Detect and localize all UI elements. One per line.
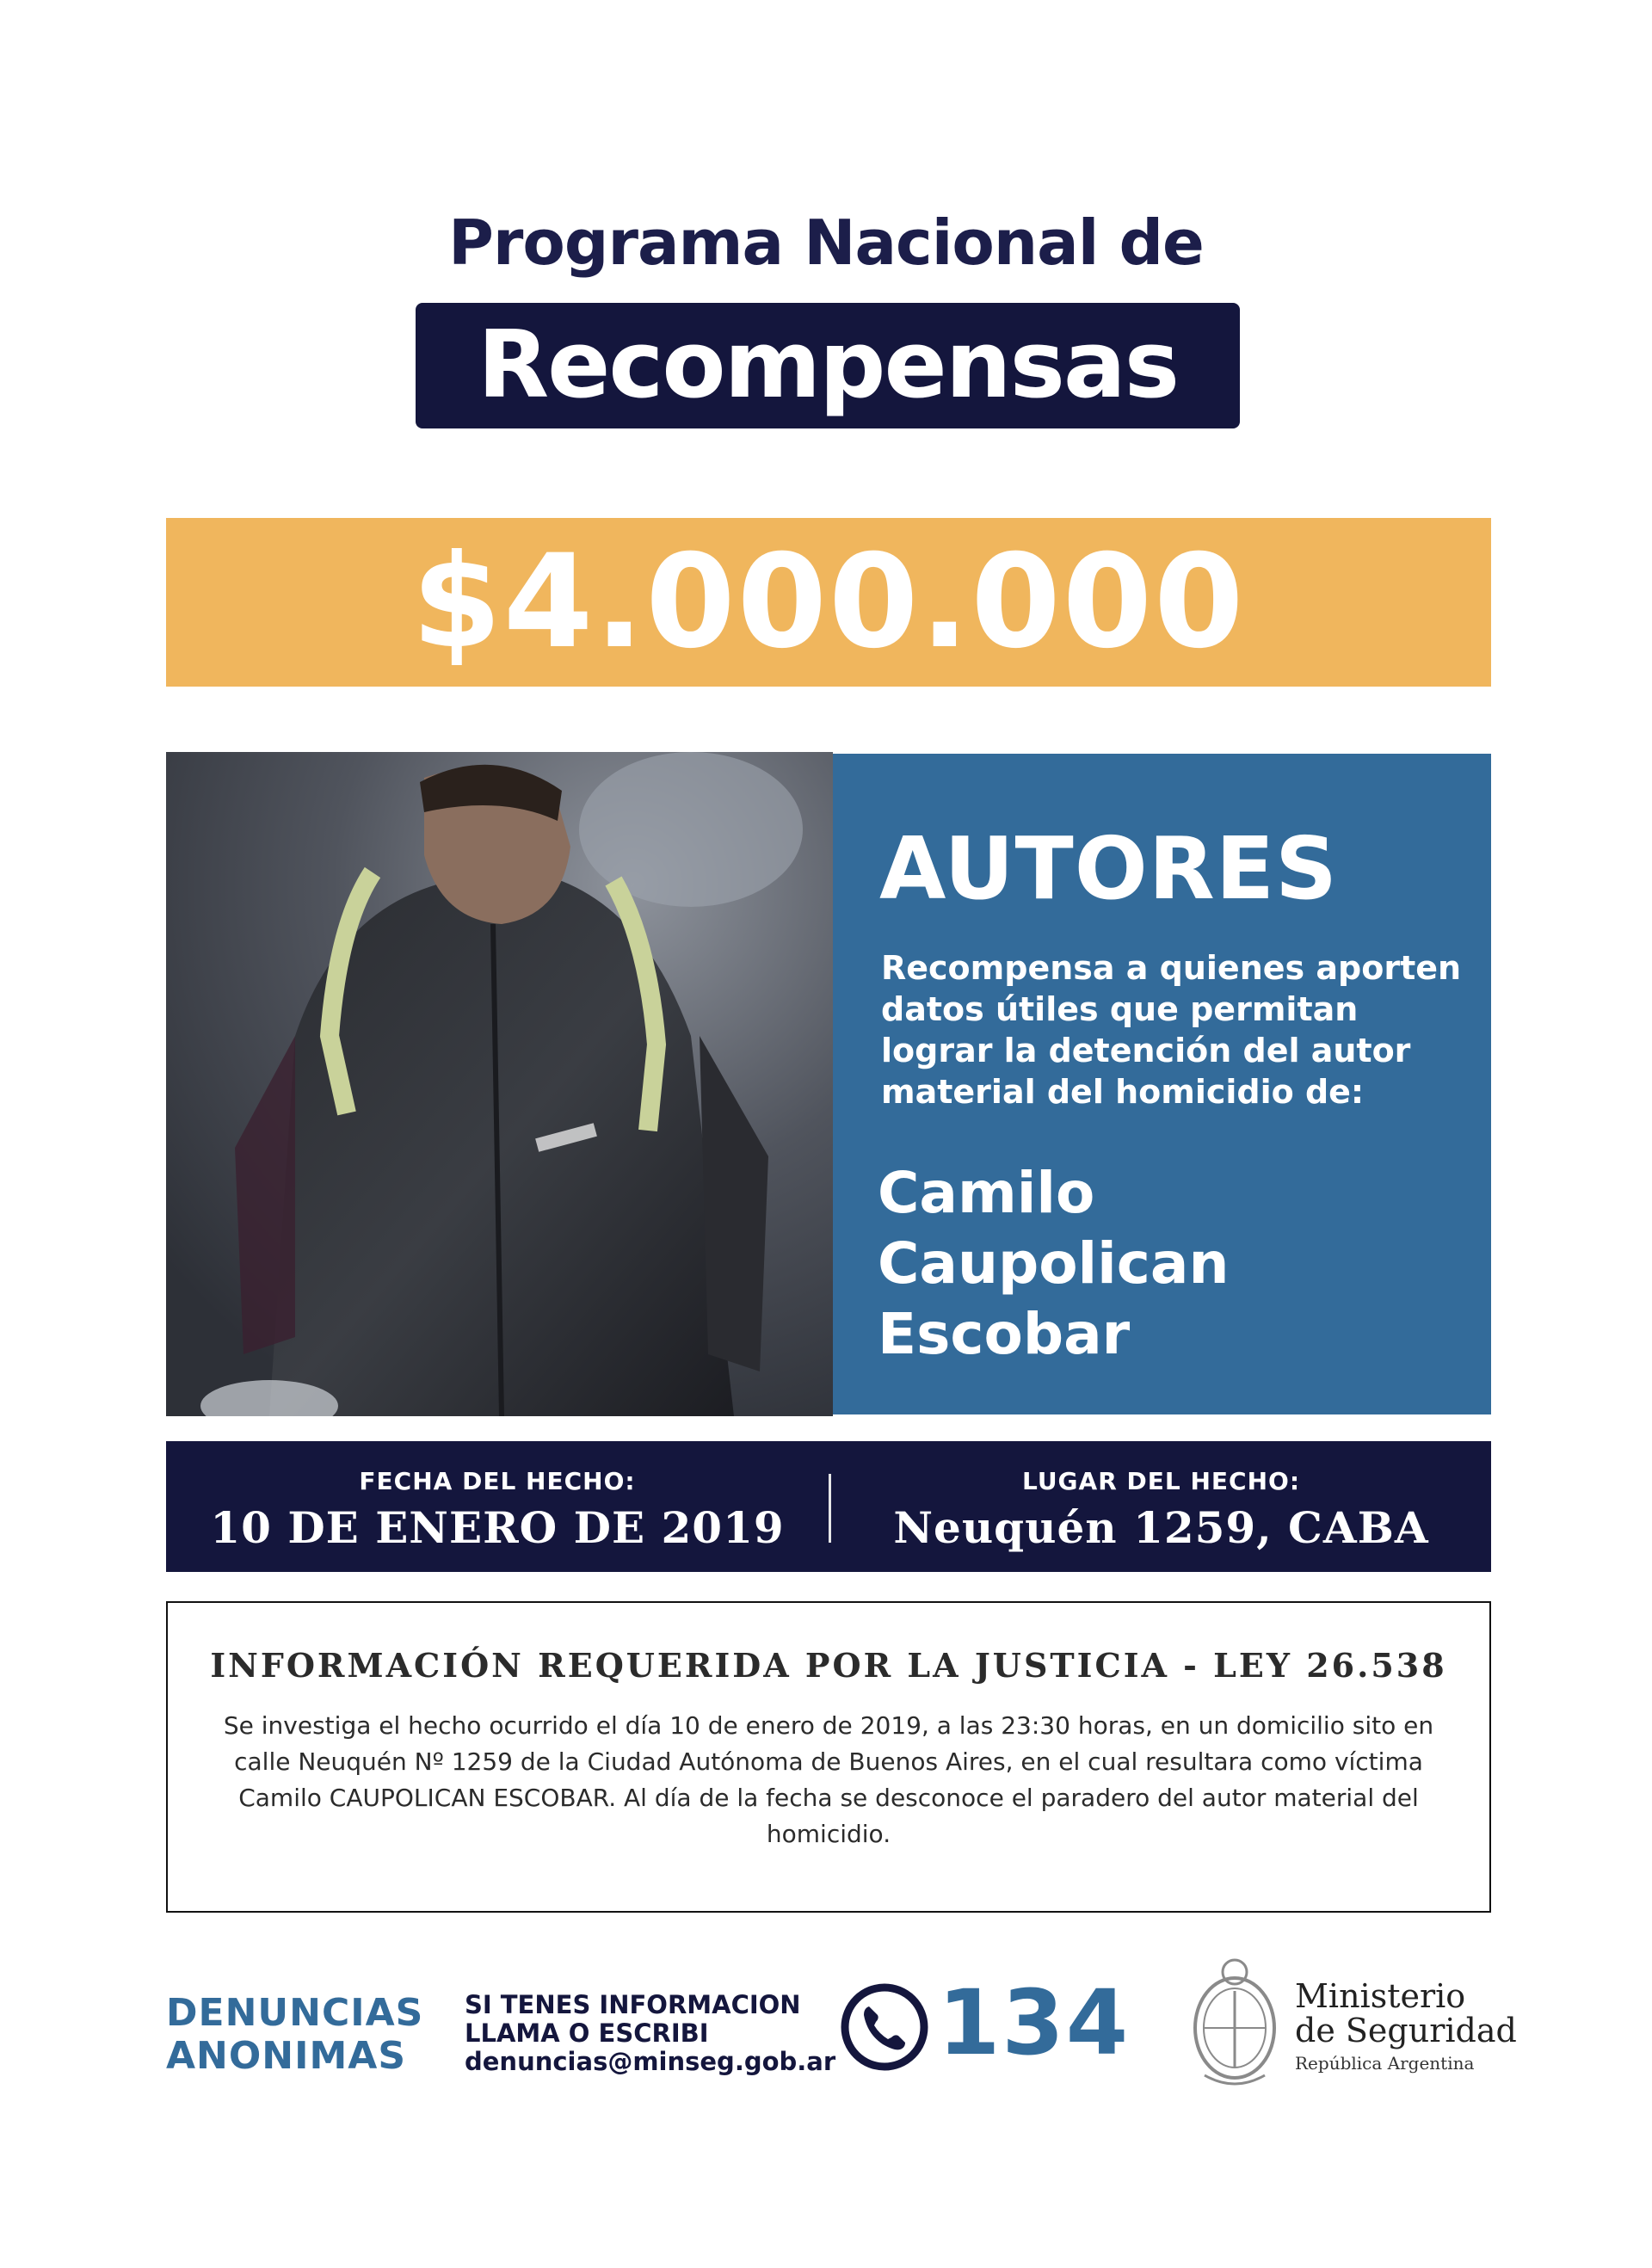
victim-name-line: Camilo	[878, 1160, 1095, 1226]
date-label: FECHA DEL HECHO:	[359, 1467, 636, 1495]
denuncias-line: DENUNCIAS	[166, 1991, 424, 2035]
legal-text: Se investiga el hecho ocurrido el día 10 de enero de 2019, a las 23:30 horas, en un domicilio sito en calle Neuquén Nº 1259 de la Ciudad Autónoma de Buenos Aires, en el cual resultara como víctima Camilo CAUPOLICAN ESCOBAR. Al día de la fecha se desconoce el paradero del autor material del homicidio.	[223, 1711, 1434, 1848]
victim-name	[878, 1158, 1471, 1370]
denuncias-anonimas	[166, 1992, 423, 2078]
phone-icon	[840, 1982, 929, 2072]
ministry-line: Ministerio	[1295, 1977, 1466, 2015]
place-label: LUGAR DEL HECHO:	[1021, 1467, 1301, 1495]
contact-line: LLAMA O ESCRIBI	[465, 2018, 709, 2048]
argentina-seal-icon	[1187, 1946, 1282, 2092]
contact-line: SI TENES INFORMACION	[465, 1990, 801, 2019]
denuncias-line: ANONIMAS	[166, 2034, 407, 2078]
legal-title: INFORMACIÓN REQUERIDA POR LA JUSTICIA - LEY 26.538	[210, 1646, 1447, 1685]
victim-name-line: Escobar	[878, 1301, 1131, 1367]
autores-description: Recompensa a quienes aporten datos útiles que permitan lograr la detención del autor material del homicidio de:	[881, 949, 1462, 1111]
program-title-banner: Recompensas	[416, 303, 1240, 428]
place-fact	[831, 1441, 1491, 1572]
ministry-line: de Seguridad	[1295, 2012, 1517, 2049]
reward-amount-banner: $4.000.000	[166, 518, 1491, 687]
facts-bar	[166, 1441, 1491, 1572]
contact-info	[465, 1991, 835, 2076]
date-fact	[166, 1441, 829, 1572]
ministry-logo-text	[1295, 1979, 1517, 2074]
place-value: Neuquén 1259, CABA	[893, 1502, 1429, 1553]
victim-name-line: Caupolican	[878, 1230, 1230, 1297]
date-value: 10 DE ENERO DE 2019	[210, 1502, 785, 1553]
autores-panel	[833, 754, 1491, 1414]
phone-number[interactable]: 134	[938, 1970, 1131, 2075]
autores-heading: AUTORES	[879, 818, 1339, 919]
suspect-photo-illustration	[166, 752, 833, 1416]
ministry-subline: República Argentina	[1295, 2053, 1475, 2074]
program-title: Programa Nacional de	[448, 206, 1204, 279]
suspect-photo	[166, 752, 833, 1416]
contact-email[interactable]: denuncias@minseg.gob.ar	[465, 2047, 836, 2076]
legal-info-box	[166, 1601, 1491, 1913]
